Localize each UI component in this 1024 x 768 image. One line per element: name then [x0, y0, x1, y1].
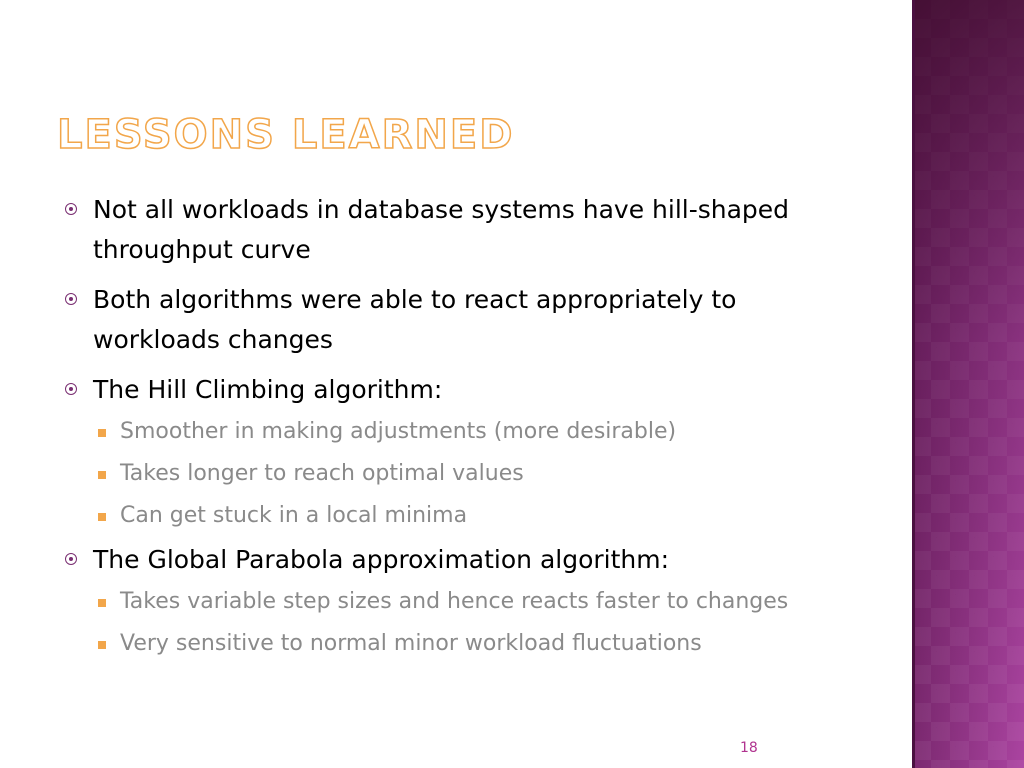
square-bullet-icon	[98, 471, 106, 479]
bullet-item	[62, 540, 852, 580]
sub-bullet-text: Very sensitive to normal minor workload fluctuations	[120, 631, 702, 656]
sub-bullet-item	[62, 498, 852, 534]
square-bullet-icon	[98, 429, 106, 437]
slide-title: LESSONS LEARNED	[57, 112, 515, 158]
sub-bullet-item	[62, 584, 852, 620]
bullet-item	[62, 190, 852, 270]
page-number: 18	[740, 740, 758, 756]
circle-bullet-icon	[65, 293, 77, 305]
circle-bullet-icon	[65, 553, 77, 565]
square-bullet-icon	[98, 641, 106, 649]
sub-bullet-text: Takes variable step sizes and hence reacts faster to changes	[120, 589, 789, 614]
bullet-text: Not all workloads in database systems have hill-shaped throughput curve	[93, 195, 790, 264]
sub-bullet-list	[62, 414, 852, 534]
sub-bullet-text: Takes longer to reach optimal values	[120, 461, 524, 486]
bullet-text: Both algorithms were able to react appropriately to workloads changes	[93, 285, 737, 354]
square-bullet-icon	[98, 599, 106, 607]
sub-bullet-list	[62, 584, 852, 662]
square-bullet-icon	[98, 513, 106, 521]
circle-bullet-icon	[65, 383, 77, 395]
sub-bullet-text: Can get stuck in a local minima	[120, 503, 468, 528]
bullet-list	[62, 190, 852, 410]
sub-bullet-item	[62, 414, 852, 450]
bullet-item	[62, 370, 852, 410]
sub-bullet-item	[62, 456, 852, 492]
bullet-list	[62, 540, 852, 580]
slide-content	[62, 190, 852, 668]
circle-bullet-icon	[65, 203, 77, 215]
bullet-text: The Global Parabola approximation algorithm:	[93, 545, 670, 574]
decorative-side-panel	[912, 0, 1024, 768]
sub-bullet-item	[62, 626, 852, 662]
bullet-text: The Hill Climbing algorithm:	[93, 375, 443, 404]
bullet-item	[62, 280, 852, 360]
sub-bullet-text: Smoother in making adjustments (more desirable)	[120, 419, 677, 444]
